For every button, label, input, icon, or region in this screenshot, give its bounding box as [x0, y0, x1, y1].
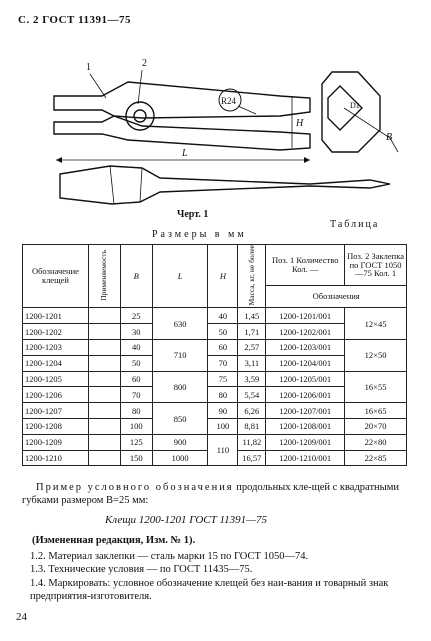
cell-mass: 16,57	[238, 450, 266, 466]
cell-pos2: 22×80	[345, 434, 407, 450]
item-1-4: 1.4. Маркировать: условное обозначение клещей без наи-вания и товарный знак предприятия-изготовителя.	[30, 578, 389, 602]
fig-label-1: 1	[86, 62, 91, 73]
cell-b: 60	[120, 371, 152, 387]
example-designation: Клещи 1200-1201 ГОСТ 11391—75	[105, 514, 267, 526]
fig-label-b: B	[386, 132, 393, 143]
table-row	[23, 308, 407, 324]
cell-mass: 3,59	[238, 371, 266, 387]
cell-code: 1200-1208	[23, 419, 89, 435]
header-mass: Масса, кг, не более	[238, 245, 266, 308]
cell-applicability	[88, 371, 120, 387]
cell-pos1: 1200-1209/001	[266, 434, 345, 450]
cell-pos1: 1200-1205/001	[266, 371, 345, 387]
table-row	[23, 340, 407, 356]
cell-mass: 11,82	[238, 434, 266, 450]
cell-h: 70	[208, 355, 238, 371]
table-header-row	[23, 245, 407, 286]
cell-h: 40	[208, 308, 238, 324]
cell-b: 150	[120, 450, 152, 466]
cell-b: 50	[120, 355, 152, 371]
cell-h: 60	[208, 340, 238, 356]
cell-code: 1200-1206	[23, 387, 89, 403]
header-designation-sub: Обозначения	[266, 285, 407, 307]
dimensions-table	[22, 244, 407, 466]
cell-mass: 1,71	[238, 324, 266, 340]
fig-label-l: L	[182, 148, 188, 159]
fig-label-r: R24	[221, 96, 237, 106]
sizes-label: Размеры в мм	[152, 229, 247, 240]
cell-code: 1200-1203	[23, 340, 89, 356]
header-pos2: Поз. 2 Заклепка по ГОСТ 1050—75 Кол. 1	[345, 245, 407, 286]
cell-mass: 3,11	[238, 355, 266, 371]
cell-h: 90	[208, 403, 238, 419]
cell-h: 75	[208, 371, 238, 387]
cell-pos2: 12×50	[345, 340, 407, 372]
cell-applicability	[88, 324, 120, 340]
cell-applicability	[88, 450, 120, 466]
page-number: 24	[16, 611, 27, 623]
cell-b: 70	[120, 387, 152, 403]
cell-b: 100	[120, 419, 152, 435]
cell-pos2: 16×55	[345, 371, 407, 403]
figure-caption: Черт. 1	[177, 209, 209, 220]
cell-applicability	[88, 387, 120, 403]
cell-b: 80	[120, 403, 152, 419]
cell-l: 1000	[152, 450, 208, 466]
cell-h: 50	[208, 324, 238, 340]
cell-h: 80	[208, 387, 238, 403]
cell-mass: 1,45	[238, 308, 266, 324]
item-1-3: 1.3. Технические условия — по ГОСТ 11435—75.	[30, 564, 253, 575]
cell-pos2: 16×65	[345, 403, 407, 419]
cell-code: 1200-1207	[23, 403, 89, 419]
cell-pos1: 1200-1208/001	[266, 419, 345, 435]
cell-l: 850	[152, 403, 208, 435]
table-row	[23, 403, 407, 419]
cell-applicability	[88, 403, 120, 419]
header-pos1: Поз. 1 Количество Кол. —	[266, 245, 345, 286]
cell-pos1: 1200-1202/001	[266, 324, 345, 340]
cell-pos1: 1200-1206/001	[266, 387, 345, 403]
cell-b: 125	[120, 434, 152, 450]
cell-applicability	[88, 355, 120, 371]
cell-code: 1200-1209	[23, 434, 89, 450]
cell-mass: 8,81	[238, 419, 266, 435]
cell-pos1: 1200-1207/001	[266, 403, 345, 419]
fig-label-2: 2	[142, 58, 147, 69]
cell-l: 710	[152, 340, 208, 372]
cell-mass: 5,54	[238, 387, 266, 403]
cell-pos1: 1200-1204/001	[266, 355, 345, 371]
cell-applicability	[88, 340, 120, 356]
cell-pos1: 1200-1201/001	[266, 308, 345, 324]
page-header: С. 2 ГОСТ 11391—75	[18, 14, 132, 26]
cell-b: 30	[120, 324, 152, 340]
header-h: H	[208, 245, 238, 308]
cell-l: 900	[152, 434, 208, 450]
cell-h: 100	[208, 419, 238, 435]
table-row	[23, 434, 407, 450]
cell-pos2: 22×85	[345, 450, 407, 466]
header-applicability: Применяемость	[88, 245, 120, 308]
table-row	[23, 419, 407, 435]
cell-l: 800	[152, 371, 208, 403]
cell-b: 25	[120, 308, 152, 324]
cell-b: 40	[120, 340, 152, 356]
header-l: L	[152, 245, 208, 308]
item-1-2: 1.2. Материал заклепки — сталь марки 15 по ГОСТ 1050—74.	[30, 551, 309, 562]
cell-pos2: 20×70	[345, 419, 407, 435]
table-row	[23, 371, 407, 387]
header-b: B	[120, 245, 152, 308]
fig-label-d: D1	[350, 101, 360, 110]
cell-code: 1200-1201	[23, 308, 89, 324]
cell-h: 110	[208, 434, 238, 466]
cell-mass: 6,26	[238, 403, 266, 419]
cell-pos2: 12×45	[345, 308, 407, 340]
cell-pos1: 1200-1210/001	[266, 450, 345, 466]
table-label: Таблица	[330, 219, 380, 230]
cell-code: 1200-1202	[23, 324, 89, 340]
example-intro: Пример условного обозначения продольных кле-щей с квадратными губками размером B=25 мм:	[22, 482, 399, 506]
fig-label-h: H	[296, 118, 304, 129]
cell-mass: 2,57	[238, 340, 266, 356]
cell-applicability	[88, 434, 120, 450]
cell-applicability	[88, 308, 120, 324]
cell-l: 630	[152, 308, 208, 340]
cell-code: 1200-1204	[23, 355, 89, 371]
cell-code: 1200-1210	[23, 450, 89, 466]
amendment-note: (Измененная редакция, Изм. № 1).	[32, 535, 196, 546]
cell-code: 1200-1205	[23, 371, 89, 387]
header-designation: Обозначение клещей	[23, 245, 89, 308]
technical-drawing	[10, 34, 422, 222]
cell-pos1: 1200-1203/001	[266, 340, 345, 356]
cell-applicability	[88, 419, 120, 435]
